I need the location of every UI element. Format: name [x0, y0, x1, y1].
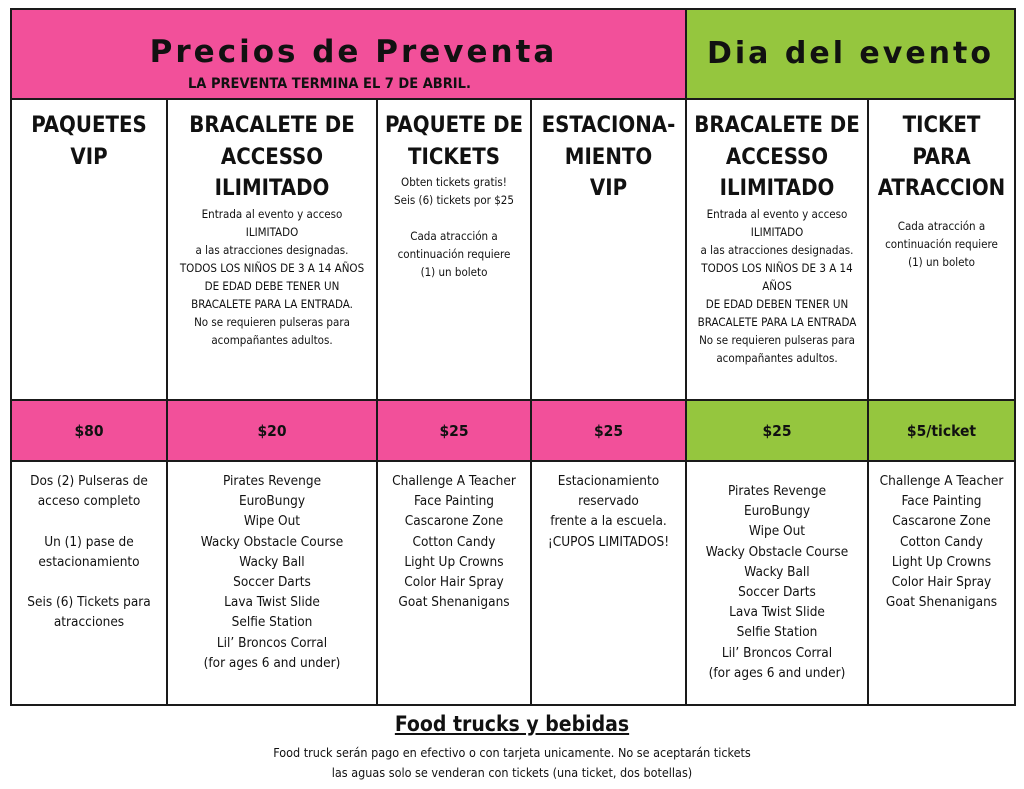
attraction-ticket-title [869, 110, 1014, 205]
list-item: estacionamiento [38, 553, 140, 570]
description-line: Entrada al evento y acceso ILIMITADO [201, 206, 343, 239]
list-item: Wacky Ball [239, 553, 305, 570]
description-line: DE EDAD DEBE TENER UN [204, 278, 340, 293]
title-line: VIP [70, 144, 108, 170]
description-line: No se requieren pulseras para [699, 332, 855, 347]
list-item: Light Up Crowns [891, 553, 992, 570]
list-item: Estacionamiento [557, 473, 660, 489]
list-item: Color Hair Spray [891, 574, 992, 591]
description-line: Obten tickets gratis! [401, 175, 507, 189]
title-line: PARA [912, 144, 971, 170]
title-line: MIENTO [564, 144, 653, 170]
list-item: EuroBungy [743, 503, 811, 520]
description-line: Cada atracción a [897, 218, 986, 233]
list-item: Dos (2) Pulseras de [30, 473, 148, 489]
list-item: Selfie Station [736, 624, 818, 641]
title-line: PAQUETES [31, 113, 147, 138]
list-item [12, 511, 166, 531]
attraction-ticket-includes [869, 462, 1014, 706]
food-trucks-title: Food trucks y bebidas [394, 712, 630, 736]
vip-parking-price: $25 [532, 401, 687, 462]
description-line: BRACALETE PARA LA ENTRADA. [191, 296, 353, 311]
list-item: (for ages 6 and under) [203, 654, 341, 671]
list-item: Lava Twist Slide [224, 594, 320, 611]
list-item: Un (1) pase de [44, 533, 134, 550]
list-item: (for ages 6 and under) [708, 664, 846, 681]
title-line: BRACALETE DE [189, 113, 355, 138]
description-line: Cada atracción a [410, 229, 498, 243]
preventa-wristband-description [168, 205, 376, 349]
list-item: Goat Shenanigans [398, 594, 510, 611]
event-day-wristband-includes [687, 462, 869, 706]
event-day-wristband-description [687, 205, 867, 367]
title-line: BRACALETE DE [694, 113, 860, 138]
attraction-ticket-description [869, 217, 1014, 271]
list-item: Wacky Obstacle Course [200, 533, 344, 550]
title-line: ESTACIONA- [541, 113, 676, 138]
list-item [12, 572, 166, 592]
event-day-wristband-title [687, 110, 867, 205]
vip-package-includes [12, 462, 168, 706]
title-line: ACCESSO [725, 144, 829, 170]
preventa-wristband-price: $20 [168, 401, 378, 462]
preventa-wristband-info [168, 100, 378, 401]
description-line: Entrada al evento y acceso [706, 206, 848, 221]
description-line: acompañantes adultos. [211, 332, 333, 347]
ticket-package-includes [378, 462, 532, 706]
event-day-wristband-price: $25 [687, 401, 869, 462]
ticket-package-price: $25 [378, 401, 532, 462]
list-item: Face Painting [414, 493, 494, 510]
list-item: Seis (6) Tickets para [27, 594, 151, 611]
description-line: Seis (6) tickets por $25 [394, 193, 514, 207]
list-item: Cascarone Zone [404, 513, 504, 530]
description-line: continuación requiere [885, 236, 998, 251]
description-line: AÑOS [762, 278, 792, 293]
list-item: frente a la escuela. [550, 513, 667, 530]
title-line: PAQUETE DE [384, 113, 524, 138]
description-line: a las atracciones designadas. [700, 242, 854, 257]
event-day-header [687, 10, 1014, 100]
description-line: acompañantes adultos. [716, 350, 838, 365]
list-item: Challenge A Teacher [392, 473, 516, 489]
preventa-wristband-includes [168, 462, 378, 706]
list-item: Wacky Obstacle Course [705, 543, 849, 560]
vip-package-info [12, 100, 168, 401]
title-line: TICKETS [407, 144, 500, 170]
food-trucks-note: Food truck serán pago en efectivo o con tarjeta unicamente. No se aceptarán tickets [273, 745, 751, 760]
description-line: (1) un boleto [420, 265, 488, 279]
list-item: Selfie Station [231, 614, 313, 631]
list-item: Goat Shenanigans [885, 594, 998, 611]
event-day-title: Dia del evento [707, 36, 994, 71]
list-item: atracciones [53, 614, 125, 631]
list-item: Lava Twist Slide [729, 604, 825, 621]
preventa-header [12, 10, 687, 100]
vip-package-price: $80 [12, 401, 168, 462]
vip-package-title [12, 110, 166, 173]
description-line: No se requieren pulseras para [194, 314, 350, 329]
attraction-ticket-info [869, 100, 1014, 401]
title-line: TICKET [902, 113, 981, 138]
description-line: continuación requiere [397, 247, 511, 261]
preventa-title: Precios de Preventa [149, 34, 558, 70]
preventa-wristband-title [168, 110, 376, 205]
vip-parking-info [532, 100, 687, 401]
list-item: Color Hair Spray [404, 574, 504, 591]
list-item: Soccer Darts [738, 584, 816, 601]
list-item: acceso completo [37, 493, 141, 510]
description-line: TODOS LOS NIÑOS DE 3 A 14 AÑOS [179, 260, 365, 275]
ticket-package-title [378, 110, 530, 173]
title-line: ATRACCION [877, 176, 1006, 201]
description-line: DE EDAD DEBEN TENER UN [705, 296, 849, 311]
description-line: (1) un boleto [908, 254, 975, 269]
list-item: Lil’ Broncos Corral [721, 644, 833, 661]
list-item: Cotton Candy [900, 533, 983, 550]
title-line: VIP [589, 176, 628, 201]
preventa-subtitle: LA PREVENTA TERMINA EL 7 DE ABRIL. [188, 76, 471, 92]
title-line: ACCESSO [220, 144, 324, 170]
list-item: Light Up Crowns [404, 553, 504, 570]
attraction-ticket-price: $5/ticket [869, 401, 1014, 462]
title-line: ILIMITADO [214, 176, 330, 201]
list-item: Challenge A Teacher [879, 473, 1004, 489]
list-item: ¡CUPOS LIMITADOS! [547, 533, 670, 550]
title-line: ILIMITADO [719, 176, 835, 201]
list-item: Lil’ Broncos Corral [216, 634, 328, 651]
pricing-table [10, 8, 1016, 706]
drinks-note: las aguas solo se venderan con tickets (una ticket, dos botellas) [331, 765, 693, 780]
description-line: TODOS LOS NIÑOS DE 3 A 14 [701, 260, 853, 275]
description-line: a las atracciones designadas. [195, 242, 349, 257]
list-item: Soccer Darts [233, 574, 311, 591]
list-item: Pirates Revenge [727, 483, 827, 499]
list-item: reservado [578, 493, 639, 510]
description-line: ILIMITADO [750, 224, 804, 239]
list-item: Face Painting [901, 493, 982, 510]
description-line: BRACALETE PARA LA ENTRADA [697, 314, 857, 329]
description-line [384, 209, 524, 227]
ticket-package-info [378, 100, 532, 401]
list-item: Cascarone Zone [892, 513, 991, 530]
vip-parking-title [532, 110, 685, 205]
list-item: Wacky Ball [744, 563, 810, 580]
event-day-wristband-info [687, 100, 869, 401]
list-item: Wipe Out [748, 523, 806, 540]
list-item: Cotton Candy [412, 533, 496, 550]
vip-parking-includes [532, 462, 687, 706]
list-item: Wipe Out [243, 513, 301, 530]
list-item: Pirates Revenge [222, 473, 322, 489]
list-item: EuroBungy [238, 493, 306, 510]
ticket-package-description [378, 173, 530, 281]
